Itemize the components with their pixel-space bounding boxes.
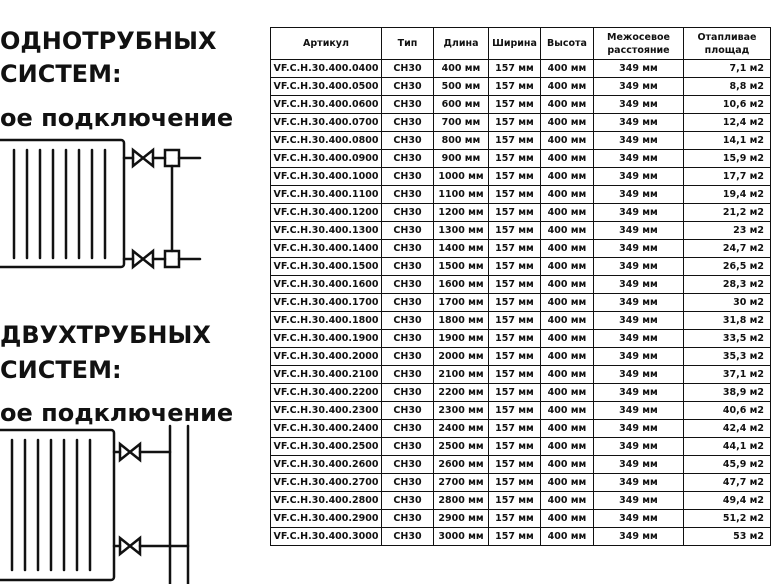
cell-article: VF.C.H.30.400.2900 — [271, 510, 382, 528]
cell-heated-area: 28,3 м2 — [684, 276, 771, 294]
cell-width: 157 мм — [489, 186, 541, 204]
cell-center-distance: 349 мм — [594, 510, 684, 528]
table-row — [271, 492, 771, 510]
cell-length: 1200 мм — [434, 204, 489, 222]
cell-length: 2900 мм — [434, 510, 489, 528]
cell-width: 157 мм — [489, 204, 541, 222]
table-row — [271, 402, 771, 420]
table-row — [271, 348, 771, 366]
cell-article: VF.C.H.30.400.1700 — [271, 294, 382, 312]
cell-heated-area: 37,1 м2 — [684, 366, 771, 384]
cell-width: 157 мм — [489, 330, 541, 348]
cell-height: 400 мм — [541, 438, 594, 456]
cell-center-distance: 349 мм — [594, 60, 684, 78]
cell-width: 157 мм — [489, 420, 541, 438]
cell-article: VF.C.H.30.400.2000 — [271, 348, 382, 366]
cell-article: VF.C.H.30.400.2400 — [271, 420, 382, 438]
cell-center-distance: 349 мм — [594, 240, 684, 258]
table-header-row — [271, 28, 771, 60]
cell-type: CH30 — [382, 60, 434, 78]
cell-length: 2800 мм — [434, 492, 489, 510]
cell-center-distance: 349 мм — [594, 168, 684, 186]
cell-height: 400 мм — [541, 222, 594, 240]
cell-length: 2300 мм — [434, 402, 489, 420]
cell-length: 2100 мм — [434, 366, 489, 384]
cell-length: 2500 мм — [434, 438, 489, 456]
header-width: Ширина — [489, 28, 541, 60]
cell-heated-area: 7,1 м2 — [684, 60, 771, 78]
cell-width: 157 мм — [489, 78, 541, 96]
table-row — [271, 456, 771, 474]
cell-article: VF.C.H.30.400.1400 — [271, 240, 382, 258]
cell-article: VF.C.H.30.400.2300 — [271, 402, 382, 420]
cell-article: VF.C.H.30.400.3000 — [271, 528, 382, 546]
cell-center-distance: 349 мм — [594, 312, 684, 330]
cell-center-distance: 349 мм — [594, 78, 684, 96]
cell-length: 700 мм — [434, 114, 489, 132]
cell-article: VF.C.H.30.400.2800 — [271, 492, 382, 510]
cell-height: 400 мм — [541, 456, 594, 474]
cell-heated-area: 17,7 м2 — [684, 168, 771, 186]
cell-center-distance: 349 мм — [594, 402, 684, 420]
cell-length: 1300 мм — [434, 222, 489, 240]
cell-heated-area: 14,1 м2 — [684, 132, 771, 150]
cell-length: 600 мм — [434, 96, 489, 114]
cell-center-distance: 349 мм — [594, 330, 684, 348]
cell-article: VF.C.H.30.400.1200 — [271, 204, 382, 222]
cell-height: 400 мм — [541, 78, 594, 96]
table-row — [271, 294, 771, 312]
table-row — [271, 366, 771, 384]
cell-heated-area: 35,3 м2 — [684, 348, 771, 366]
cell-width: 157 мм — [489, 168, 541, 186]
cell-height: 400 мм — [541, 240, 594, 258]
radiator-one-pipe-diagram-icon — [0, 136, 215, 276]
two-pipe-heading-line1: ДВУХТРУБНЫХ — [0, 321, 211, 349]
cell-article: VF.C.H.30.400.1000 — [271, 168, 382, 186]
cell-length: 1500 мм — [434, 258, 489, 276]
cell-heated-area: 24,7 м2 — [684, 240, 771, 258]
cell-center-distance: 349 мм — [594, 222, 684, 240]
header-heated-area: Отапливае площад — [684, 28, 771, 60]
cell-length: 1900 мм — [434, 330, 489, 348]
cell-heated-area: 40,6 м2 — [684, 402, 771, 420]
cell-article: VF.C.H.30.400.0500 — [271, 78, 382, 96]
cell-width: 157 мм — [489, 150, 541, 168]
cell-heated-area: 38,9 м2 — [684, 384, 771, 402]
cell-length: 2000 мм — [434, 348, 489, 366]
cell-heated-area: 19,4 м2 — [684, 186, 771, 204]
header-length: Длина — [434, 28, 489, 60]
cell-length: 400 мм — [434, 60, 489, 78]
radiator-two-pipe-diagram-icon — [0, 426, 215, 584]
cell-type: CH30 — [382, 222, 434, 240]
table-row — [271, 438, 771, 456]
cell-height: 400 мм — [541, 420, 594, 438]
table-row — [271, 528, 771, 546]
cell-center-distance: 349 мм — [594, 438, 684, 456]
cell-type: CH30 — [382, 528, 434, 546]
cell-width: 157 мм — [489, 384, 541, 402]
cell-width: 157 мм — [489, 222, 541, 240]
table-row — [271, 330, 771, 348]
cell-length: 1400 мм — [434, 240, 489, 258]
cell-heated-area: 8,8 м2 — [684, 78, 771, 96]
cell-width: 157 мм — [489, 492, 541, 510]
cell-width: 157 мм — [489, 258, 541, 276]
one-pipe-heading-line1: ОДНОТРУБНЫХ — [0, 27, 217, 55]
cell-width: 157 мм — [489, 312, 541, 330]
cell-type: CH30 — [382, 438, 434, 456]
cell-type: CH30 — [382, 492, 434, 510]
cell-center-distance: 349 мм — [594, 132, 684, 150]
table-row — [271, 474, 771, 492]
cell-width: 157 мм — [489, 96, 541, 114]
cell-length: 2600 мм — [434, 456, 489, 474]
cell-width: 157 мм — [489, 456, 541, 474]
cell-width: 157 мм — [489, 132, 541, 150]
cell-center-distance: 349 мм — [594, 492, 684, 510]
one-pipe-connection-label: ое подключение — [0, 104, 234, 132]
table-row — [271, 96, 771, 114]
cell-length: 2200 мм — [434, 384, 489, 402]
cell-heated-area: 33,5 м2 — [684, 330, 771, 348]
cell-heated-area: 51,2 м2 — [684, 510, 771, 528]
cell-article: VF.C.H.30.400.2600 — [271, 456, 382, 474]
cell-length: 1000 мм — [434, 168, 489, 186]
two-pipe-connection-label: ое подключение — [0, 399, 234, 427]
cell-type: CH30 — [382, 132, 434, 150]
cell-length: 900 мм — [434, 150, 489, 168]
cell-height: 400 мм — [541, 258, 594, 276]
cell-article: VF.C.H.30.400.2500 — [271, 438, 382, 456]
cell-type: CH30 — [382, 276, 434, 294]
cell-length: 1600 мм — [434, 276, 489, 294]
cell-type: CH30 — [382, 150, 434, 168]
table-row — [271, 60, 771, 78]
cell-width: 157 мм — [489, 348, 541, 366]
two-pipe-heading-line2: СИСТЕМ: — [0, 356, 122, 384]
cell-heated-area: 45,9 м2 — [684, 456, 771, 474]
cell-heated-area: 49,4 м2 — [684, 492, 771, 510]
cell-heated-area: 21,2 м2 — [684, 204, 771, 222]
cell-article: VF.C.H.30.400.0900 — [271, 150, 382, 168]
cell-center-distance: 349 мм — [594, 150, 684, 168]
cell-heated-area: 42,4 м2 — [684, 420, 771, 438]
cell-type: CH30 — [382, 384, 434, 402]
cell-center-distance: 349 мм — [594, 348, 684, 366]
table-row — [271, 186, 771, 204]
cell-heated-area: 23 м2 — [684, 222, 771, 240]
cell-center-distance: 349 мм — [594, 204, 684, 222]
cell-center-distance: 349 мм — [594, 276, 684, 294]
cell-type: CH30 — [382, 240, 434, 258]
cell-type: CH30 — [382, 114, 434, 132]
cell-height: 400 мм — [541, 114, 594, 132]
cell-article: VF.C.H.30.400.0600 — [271, 96, 382, 114]
cell-length: 800 мм — [434, 132, 489, 150]
cell-length: 1700 мм — [434, 294, 489, 312]
cell-height: 400 мм — [541, 384, 594, 402]
cell-height: 400 мм — [541, 150, 594, 168]
cell-width: 157 мм — [489, 438, 541, 456]
cell-width: 157 мм — [489, 60, 541, 78]
cell-width: 157 мм — [489, 402, 541, 420]
cell-width: 157 мм — [489, 240, 541, 258]
cell-type: CH30 — [382, 330, 434, 348]
cell-type: CH30 — [382, 294, 434, 312]
cell-width: 157 мм — [489, 510, 541, 528]
cell-type: CH30 — [382, 78, 434, 96]
cell-height: 400 мм — [541, 204, 594, 222]
cell-center-distance: 349 мм — [594, 294, 684, 312]
header-article: Артикул — [271, 28, 382, 60]
table-row — [271, 420, 771, 438]
table-row — [271, 312, 771, 330]
cell-article: VF.C.H.30.400.1300 — [271, 222, 382, 240]
cell-center-distance: 349 мм — [594, 528, 684, 546]
radiator-specs-table — [270, 27, 771, 546]
cell-heated-area: 15,9 м2 — [684, 150, 771, 168]
cell-height: 400 мм — [541, 492, 594, 510]
cell-length: 3000 мм — [434, 528, 489, 546]
cell-type: CH30 — [382, 258, 434, 276]
cell-length: 500 мм — [434, 78, 489, 96]
cell-height: 400 мм — [541, 96, 594, 114]
header-height: Высота — [541, 28, 594, 60]
cell-type: CH30 — [382, 168, 434, 186]
cell-article: VF.C.H.30.400.2200 — [271, 384, 382, 402]
header-type: Тип — [382, 28, 434, 60]
cell-type: CH30 — [382, 420, 434, 438]
table-row — [271, 78, 771, 96]
cell-type: CH30 — [382, 96, 434, 114]
table-row — [271, 222, 771, 240]
cell-heated-area: 44,1 м2 — [684, 438, 771, 456]
one-pipe-heading-line2: СИСТЕМ: — [0, 60, 122, 88]
table-row — [271, 258, 771, 276]
cell-type: CH30 — [382, 204, 434, 222]
cell-height: 400 мм — [541, 330, 594, 348]
cell-article: VF.C.H.30.400.0400 — [271, 60, 382, 78]
cell-article: VF.C.H.30.400.2100 — [271, 366, 382, 384]
table-row — [271, 114, 771, 132]
cell-article: VF.C.H.30.400.0700 — [271, 114, 382, 132]
cell-height: 400 мм — [541, 528, 594, 546]
cell-center-distance: 349 мм — [594, 186, 684, 204]
cell-height: 400 мм — [541, 276, 594, 294]
cell-length: 1800 мм — [434, 312, 489, 330]
cell-height: 400 мм — [541, 60, 594, 78]
table-row — [271, 132, 771, 150]
cell-heated-area: 47,7 м2 — [684, 474, 771, 492]
cell-height: 400 мм — [541, 294, 594, 312]
cell-type: CH30 — [382, 366, 434, 384]
table-row — [271, 384, 771, 402]
cell-length: 2700 мм — [434, 474, 489, 492]
cell-center-distance: 349 мм — [594, 474, 684, 492]
cell-center-distance: 349 мм — [594, 114, 684, 132]
cell-height: 400 мм — [541, 186, 594, 204]
table-row — [271, 510, 771, 528]
cell-heated-area: 26,5 м2 — [684, 258, 771, 276]
cell-length: 2400 мм — [434, 420, 489, 438]
cell-type: CH30 — [382, 186, 434, 204]
table-row — [271, 276, 771, 294]
cell-height: 400 мм — [541, 168, 594, 186]
cell-center-distance: 349 мм — [594, 366, 684, 384]
cell-heated-area: 10,6 м2 — [684, 96, 771, 114]
cell-width: 157 мм — [489, 528, 541, 546]
cell-type: CH30 — [382, 510, 434, 528]
table-row — [271, 150, 771, 168]
cell-article: VF.C.H.30.400.1500 — [271, 258, 382, 276]
cell-height: 400 мм — [541, 510, 594, 528]
cell-width: 157 мм — [489, 276, 541, 294]
cell-heated-area: 30 м2 — [684, 294, 771, 312]
cell-heated-area: 53 м2 — [684, 528, 771, 546]
cell-height: 400 мм — [541, 366, 594, 384]
table-row — [271, 168, 771, 186]
table-body — [271, 60, 771, 546]
cell-type: CH30 — [382, 474, 434, 492]
cell-type: CH30 — [382, 456, 434, 474]
cell-article: VF.C.H.30.400.1100 — [271, 186, 382, 204]
cell-center-distance: 349 мм — [594, 96, 684, 114]
cell-article: VF.C.H.30.400.2700 — [271, 474, 382, 492]
cell-width: 157 мм — [489, 474, 541, 492]
cell-article: VF.C.H.30.400.1800 — [271, 312, 382, 330]
cell-width: 157 мм — [489, 294, 541, 312]
table-row — [271, 240, 771, 258]
cell-height: 400 мм — [541, 474, 594, 492]
cell-width: 157 мм — [489, 366, 541, 384]
cell-center-distance: 349 мм — [594, 456, 684, 474]
cell-article: VF.C.H.30.400.1600 — [271, 276, 382, 294]
cell-heated-area: 12,4 м2 — [684, 114, 771, 132]
cell-type: CH30 — [382, 348, 434, 366]
cell-heated-area: 31,8 м2 — [684, 312, 771, 330]
cell-height: 400 мм — [541, 348, 594, 366]
cell-article: VF.C.H.30.400.1900 — [271, 330, 382, 348]
cell-length: 1100 мм — [434, 186, 489, 204]
cell-center-distance: 349 мм — [594, 258, 684, 276]
cell-article: VF.C.H.30.400.0800 — [271, 132, 382, 150]
cell-center-distance: 349 мм — [594, 420, 684, 438]
cell-height: 400 мм — [541, 312, 594, 330]
cell-height: 400 мм — [541, 402, 594, 420]
cell-type: CH30 — [382, 402, 434, 420]
cell-center-distance: 349 мм — [594, 384, 684, 402]
cell-width: 157 мм — [489, 114, 541, 132]
table-row — [271, 204, 771, 222]
header-center-distance: Межосевое расстояние — [594, 28, 684, 60]
cell-type: CH30 — [382, 312, 434, 330]
cell-height: 400 мм — [541, 132, 594, 150]
